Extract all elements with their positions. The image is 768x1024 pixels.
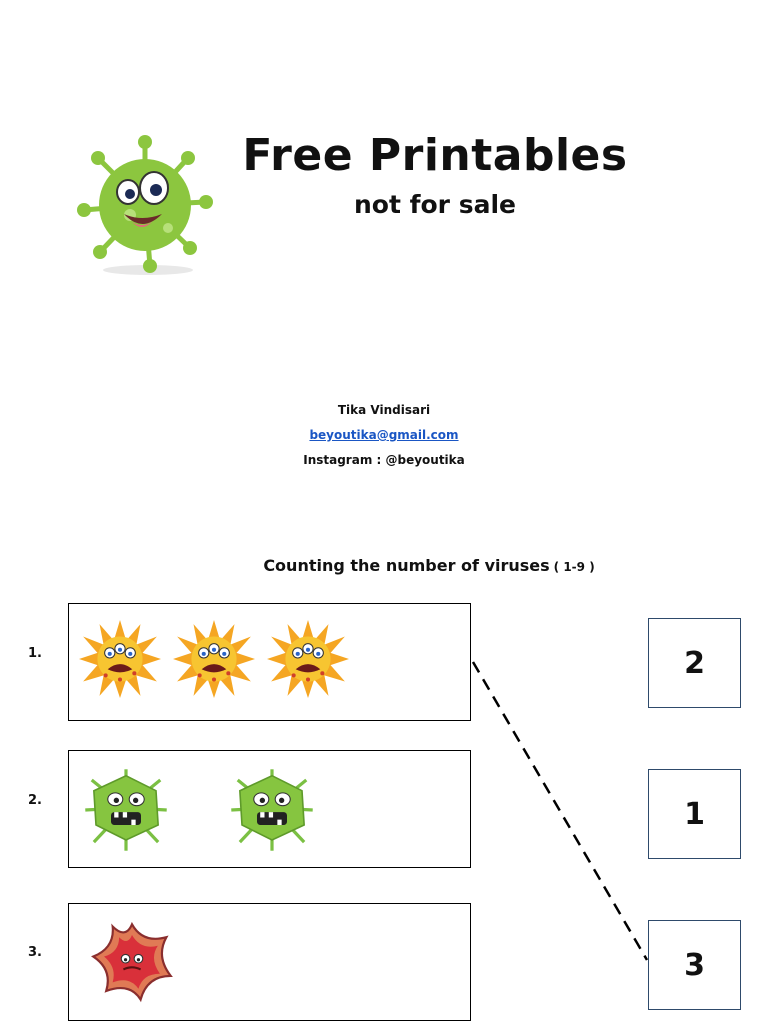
- green-monster-virus-icon: [83, 765, 169, 855]
- row-number: 2.: [28, 793, 42, 808]
- answer-box[interactable]: 3: [648, 920, 741, 1010]
- exercise-heading-text: Counting the number of viruses: [263, 556, 550, 575]
- page-subtitle: not for sale: [354, 190, 516, 219]
- spiky-orange-virus-icon: [267, 618, 349, 700]
- row-number: 3.: [28, 945, 42, 960]
- green-virus-logo-icon: [70, 130, 220, 280]
- spiky-orange-virus-icon: [173, 618, 255, 700]
- count-box-row-3: [68, 903, 471, 1021]
- red-star-virus-icon: [89, 920, 175, 1006]
- row-number: 1.: [28, 646, 42, 661]
- author-name: Tika Vindisari: [337, 403, 431, 417]
- exercise-heading: [0, 556, 768, 575]
- instagram-handle: Instagram : @beyoutika: [303, 453, 465, 467]
- answer-box[interactable]: 1: [648, 769, 741, 859]
- exercise-range: ( 1-9 ): [553, 560, 595, 574]
- page-title: Free Printables: [242, 130, 628, 181]
- count-box-row-1: [68, 603, 471, 721]
- spiky-orange-virus-icon: [79, 618, 161, 700]
- email-link[interactable]: beyoutika@gmail.com: [309, 428, 459, 442]
- green-monster-virus-icon: [229, 765, 315, 855]
- count-box-row-2: [68, 750, 471, 868]
- answer-box[interactable]: 2: [648, 618, 741, 708]
